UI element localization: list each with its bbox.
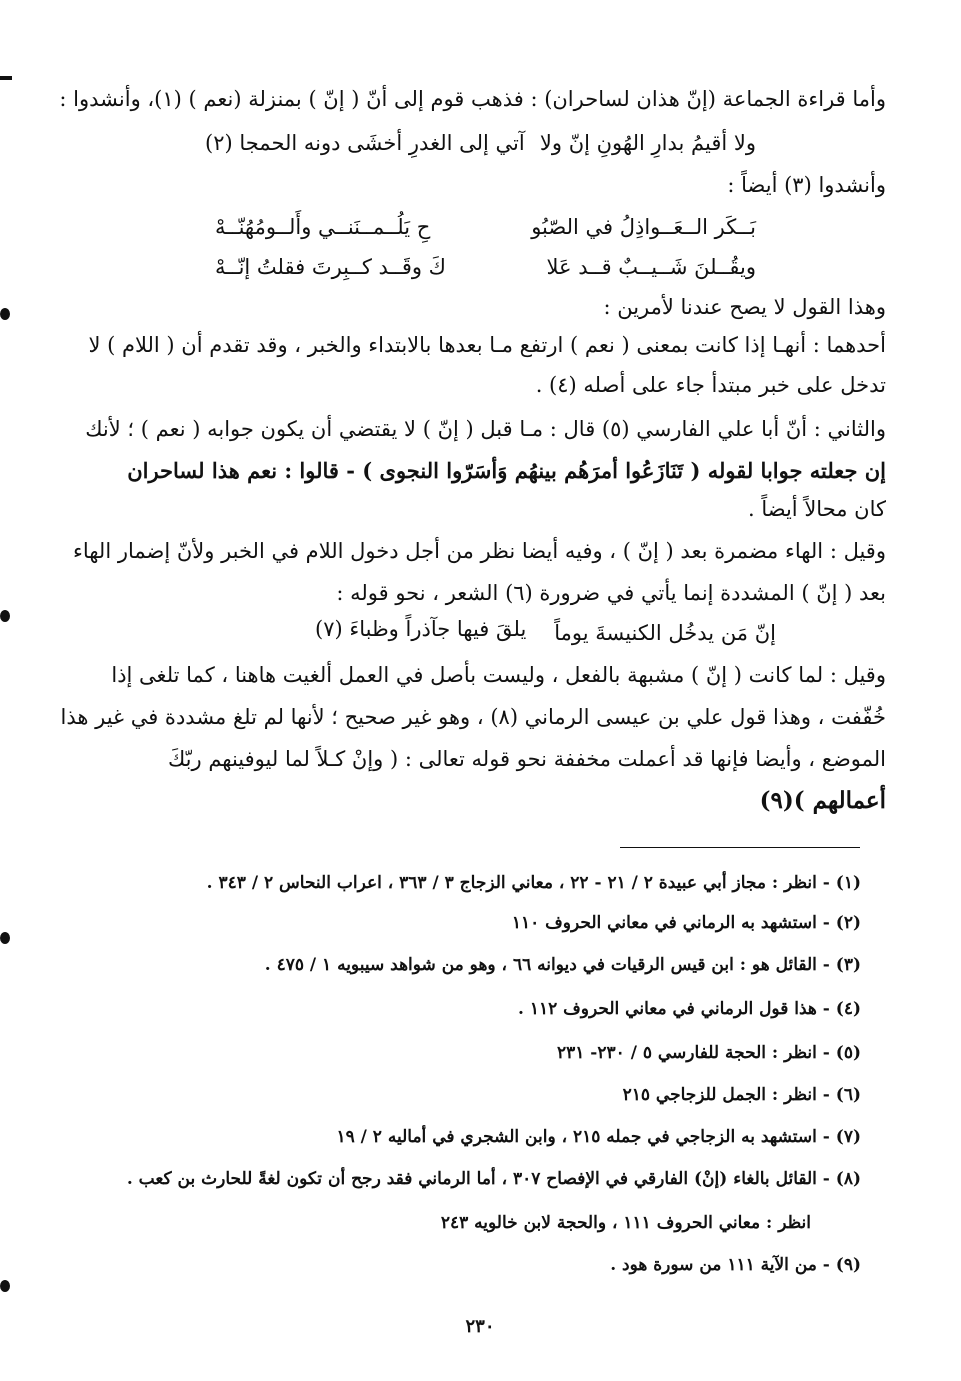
footnote: (٧) - استشهد به الزجاجي في جمله ٢١٥ ، وابن الشجري في أماليه ٢ / ١٩ <box>336 1127 861 1147</box>
binding-hole-mark <box>0 1280 10 1292</box>
footnote: (٥) - انظر : الحجة للفارسي ٥ / ٢٣٠- ٢٣١ <box>556 1043 861 1063</box>
text-line: وهذا القول لا يصح عندنا لأمرين : <box>603 295 886 319</box>
footnote: (٦) - انظر : الجمل للزجاجي ٢١٥ <box>622 1085 861 1105</box>
binding-hole-mark <box>0 308 10 320</box>
binding-hole-mark <box>0 610 10 622</box>
verse-hemistich-right: بَــكَر الــعَــواذِلُ في الصّبُو <box>531 215 756 239</box>
footnote: (١) - انظر : مجاز أبي عبيدة ٢ / ٢١ - ٢٢ ، معاني الزجاج ٣ / ٣٦٣ ، اعراب النحاس ٢ / ٣٤٣ . <box>206 873 861 893</box>
text-line: إن جعلته جوابا لقوله ( تَنَازَعُوا أمرَهُم بينهُم وَأسَرّوا النجوى ) - قالوا : نعم هذا لساحران <box>127 458 886 483</box>
text-line: وقيل : لما كانت ( إنّ ) مشبهة بالفعل ، وليست بأصل في العمل ألغيت هاهنا ، كما تلغى إذا <box>111 663 886 687</box>
verse-hemistich-right: إنّ مَن يدخُل الكنيسةَ يوماً <box>554 621 776 645</box>
footnote: (٢) - استشهد به الرماني في معاني الحروف ١١٠ <box>511 913 861 933</box>
footnote-continuation: انظر : معاني الحروف ١١١ ، والحجة لابن خالويه ٢٤٣ <box>440 1213 811 1233</box>
text-line: أعمالهم )(٩) <box>759 787 886 814</box>
text-line: خُفّفت ، وهذا قول علي بن عيسى الرماني (٨) ، وهو غير صحيح ؛ لأنها لم تلغ مشددة في غير هذا <box>60 705 886 729</box>
text-line: كان محالاً أيضاً . <box>748 497 886 521</box>
verse-hemistich-left: كَ وقَــد كــبِرتَ فقلتُ إنّــهْ <box>215 255 446 279</box>
verse-hemistich-left: حِ يَلُــمــنَنــي وأَلــومُهُنّــهْ <box>215 215 431 239</box>
verse-hemistich-left: آتي إلى الغدرِ أخشَى دونه الحمجا (٢) <box>205 131 525 155</box>
binding-hole-mark <box>0 932 10 944</box>
footnote: (٣) - القائل هو : ابن قيس الرقيات في ديوانه ٦٦ ، وهو من شواهد سيبويه ١ / ٤٧٥ . <box>264 955 861 975</box>
text-line: أحدهما : أنهـا إذا كانت بمعنى ( نعم ) ارتفع مـا بعدها بالابتداء والخبر ، وقد تقدم أن ( اللام ) لا <box>88 333 886 357</box>
text-line: بعد ( إنّ ) المشددة إنما يأتي في ضرورة (٦) الشعر ، نحو قوله : <box>336 581 886 605</box>
footnote: (٩) - من الآية ١١١ من سورة هود . <box>610 1255 861 1275</box>
text-line: وأما قراءة الجماعة (إنّ هذان لساحران) : فذهب قوم إلى أنّ ( إنّ ) بمنزلة (نعم ) (١)، وأنشدوا : <box>59 87 886 111</box>
page-number: ٢٣٠ <box>465 1316 495 1337</box>
verse-hemistich-left: يلقَ فيها جآذراً وظباءَ (٧) <box>315 617 527 641</box>
text-line: والثاني : أنّ أبا علي الفارسي (٥) قال : مـا قبل ( إنّ ) لا يقتضي أن يكون جوابه ( نعم ) ؛ لأنك <box>85 417 886 441</box>
verse-hemistich-right: ولا أقيمُ بدارِ الهُونِ إنّ ولا <box>539 131 756 155</box>
footnote: (٤) - هذا قول الرماني في معاني الحروف ١١٢ . <box>518 999 861 1019</box>
scan-mark <box>0 76 12 80</box>
text-line: وقيل : الهاء مضمرة بعد ( إنّ ) ، وفيه أيضا نظر من أجل دخول اللام في الخبر ولأنّ إضمار الهاء <box>72 539 886 563</box>
footnote-separator <box>620 847 860 848</box>
footnote: (٨) - القائل بالغاء (إنْ) الفارقي في الإفصاح ٣٠٧ ، أما الرماني فقد رجح أن تكون لغةً للحارث بن كعب . <box>126 1169 861 1189</box>
text-line: الموضع ، وأيضا فإنها قد أعملت مخففة نحو قوله تعالى : ( وإنْ كـلاً لما ليوفينهم ربّكَ <box>167 747 886 771</box>
verse-hemistich-right: ويقُــلنَ شَــيــبٌ قــد عَلا <box>546 255 756 279</box>
text-line: تدخل على خبر مبتدأ جاء على أصله (٤) . <box>535 373 886 397</box>
text-line: وأنشدوا (٣) أيضاً : <box>727 173 886 197</box>
